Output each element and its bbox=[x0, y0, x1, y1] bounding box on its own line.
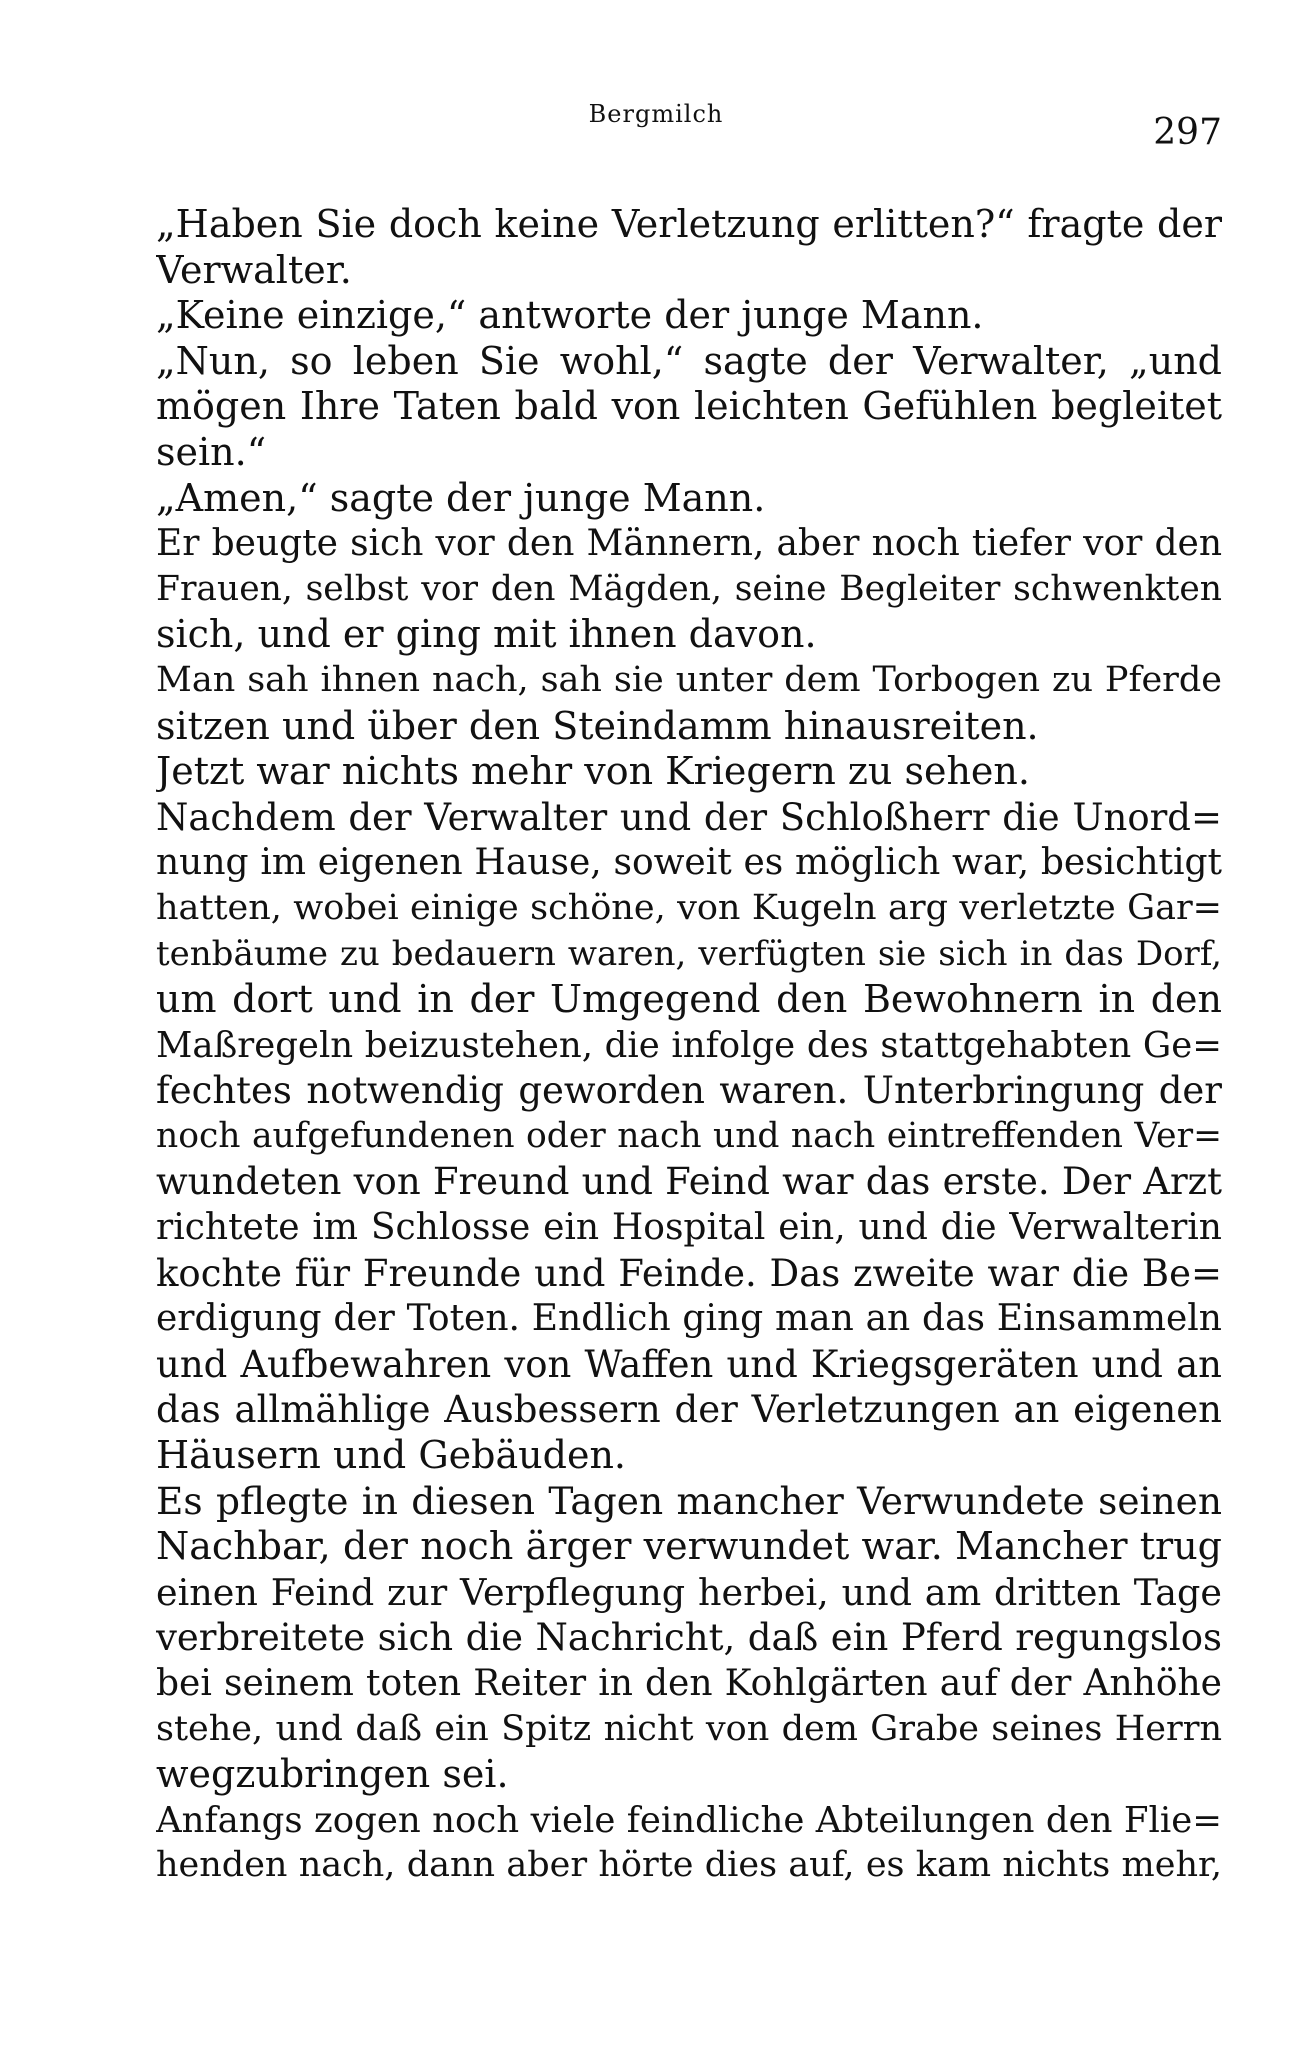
text-line: erdigung der Toten. Endlich ging man an das Einsammeln bbox=[156, 1298, 1222, 1340]
text-line: „Haben Sie doch keine Verletzung erlitten?“ fragte der bbox=[156, 202, 1222, 246]
text-line: tenbäume zu bedauern waren, verfügten sie sich in das Dorf, bbox=[156, 933, 1222, 974]
text-line: sein.“ bbox=[156, 429, 267, 474]
text-line: wundeten von Freund und Feind war das erste. Der Arzt bbox=[156, 1160, 1222, 1204]
text-line: das allmählige Ausbessern der Verletzungen an eigenen bbox=[156, 1388, 1222, 1432]
text-line: und Aufbewahren von Waffen und Kriegsgeräten und an bbox=[156, 1342, 1222, 1386]
text-line: henden nach, dann aber hörte dies auf, es kam nichts mehr, bbox=[156, 1845, 1222, 1886]
text-line: Jetzt war nichts mehr von Kriegern zu sehen. bbox=[156, 749, 1030, 794]
text-line: Er beugte sich vor den Männern, aber noch tiefer vor den bbox=[156, 523, 1222, 565]
text-line: um dort und in der Umgegend den Bewohnern in den bbox=[156, 977, 1222, 1022]
text-line: Es pflegte in diesen Tagen mancher Verwundete seinen bbox=[156, 1478, 1222, 1523]
text-line: „Amen,“ sagte der junge Mann. bbox=[156, 475, 766, 520]
text-line: verbreitete sich die Nachricht, daß ein Pferd regungslos bbox=[156, 1616, 1222, 1660]
text-line: bei seinem toten Reiter in den Kohlgärten auf der Anhöhe bbox=[156, 1663, 1222, 1704]
text-line: Nachdem der Verwalter und der Schloßherr die Unord= bbox=[156, 795, 1222, 839]
text-line: „Keine einzige,“ antworte der junge Mann. bbox=[156, 293, 984, 338]
text-line: Man sah ihnen nach, sah sie unter dem Torbogen zu Pferde bbox=[156, 659, 1222, 700]
text-line: Nachbar, der noch ärger verwundet war. Mancher trug bbox=[156, 1524, 1222, 1569]
text-line: mögen Ihre Taten bald von leichten Gefühlen begleitet bbox=[156, 384, 1222, 429]
text-line: stehe, und daß ein Spitz nicht von dem Grabe seines Herrn bbox=[156, 1708, 1222, 1749]
text-line: noch aufgefundenen oder nach und nach eintreffenden Ver= bbox=[156, 1115, 1222, 1156]
text-line: „Nun, so leben Sie wohl,“ sagte der Verwalter, „und bbox=[156, 338, 1222, 383]
text-line: kochte für Freunde und Feinde. Das zweite war die Be= bbox=[156, 1251, 1222, 1295]
body-text bbox=[156, 202, 1222, 1889]
text-line: sich, und er ging mit ihnen davon. bbox=[156, 612, 817, 657]
text-line: nung im eigenen Hause, soweit es möglich war, besichtigt bbox=[156, 842, 1222, 884]
running-title: Bergmilch bbox=[588, 100, 724, 128]
text-line: Häusern und Gebäuden. bbox=[156, 1433, 626, 1478]
text-line: einen Feind zur Verpflegung herbei, und am dritten Tage bbox=[156, 1570, 1222, 1614]
text-line: hatten, wobei einige schöne, von Kugeln arg verletzte Gar= bbox=[156, 887, 1222, 928]
text-line: Frauen, selbst vor den Mägden, seine Begleiter schwenkten bbox=[156, 568, 1222, 609]
text-line: richtete im Schlosse ein Hospital ein, und die Verwalterin bbox=[156, 1207, 1222, 1249]
text-line: fechtes notwendig geworden waren. Unterbringung der bbox=[156, 1069, 1222, 1113]
text-line: wegzubringen sei. bbox=[156, 1752, 509, 1797]
text-line: Maßregeln beizustehen, die infolge des stattgehabten Ge= bbox=[156, 1024, 1222, 1066]
text-line: Verwalter. bbox=[156, 247, 352, 292]
text-line: Anfangs zogen noch viele feindliche Abteilungen den Flie= bbox=[156, 1799, 1222, 1841]
text-line: sitzen und über den Steindamm hinausreiten. bbox=[156, 703, 1039, 748]
page-number: 297 bbox=[1153, 112, 1222, 153]
